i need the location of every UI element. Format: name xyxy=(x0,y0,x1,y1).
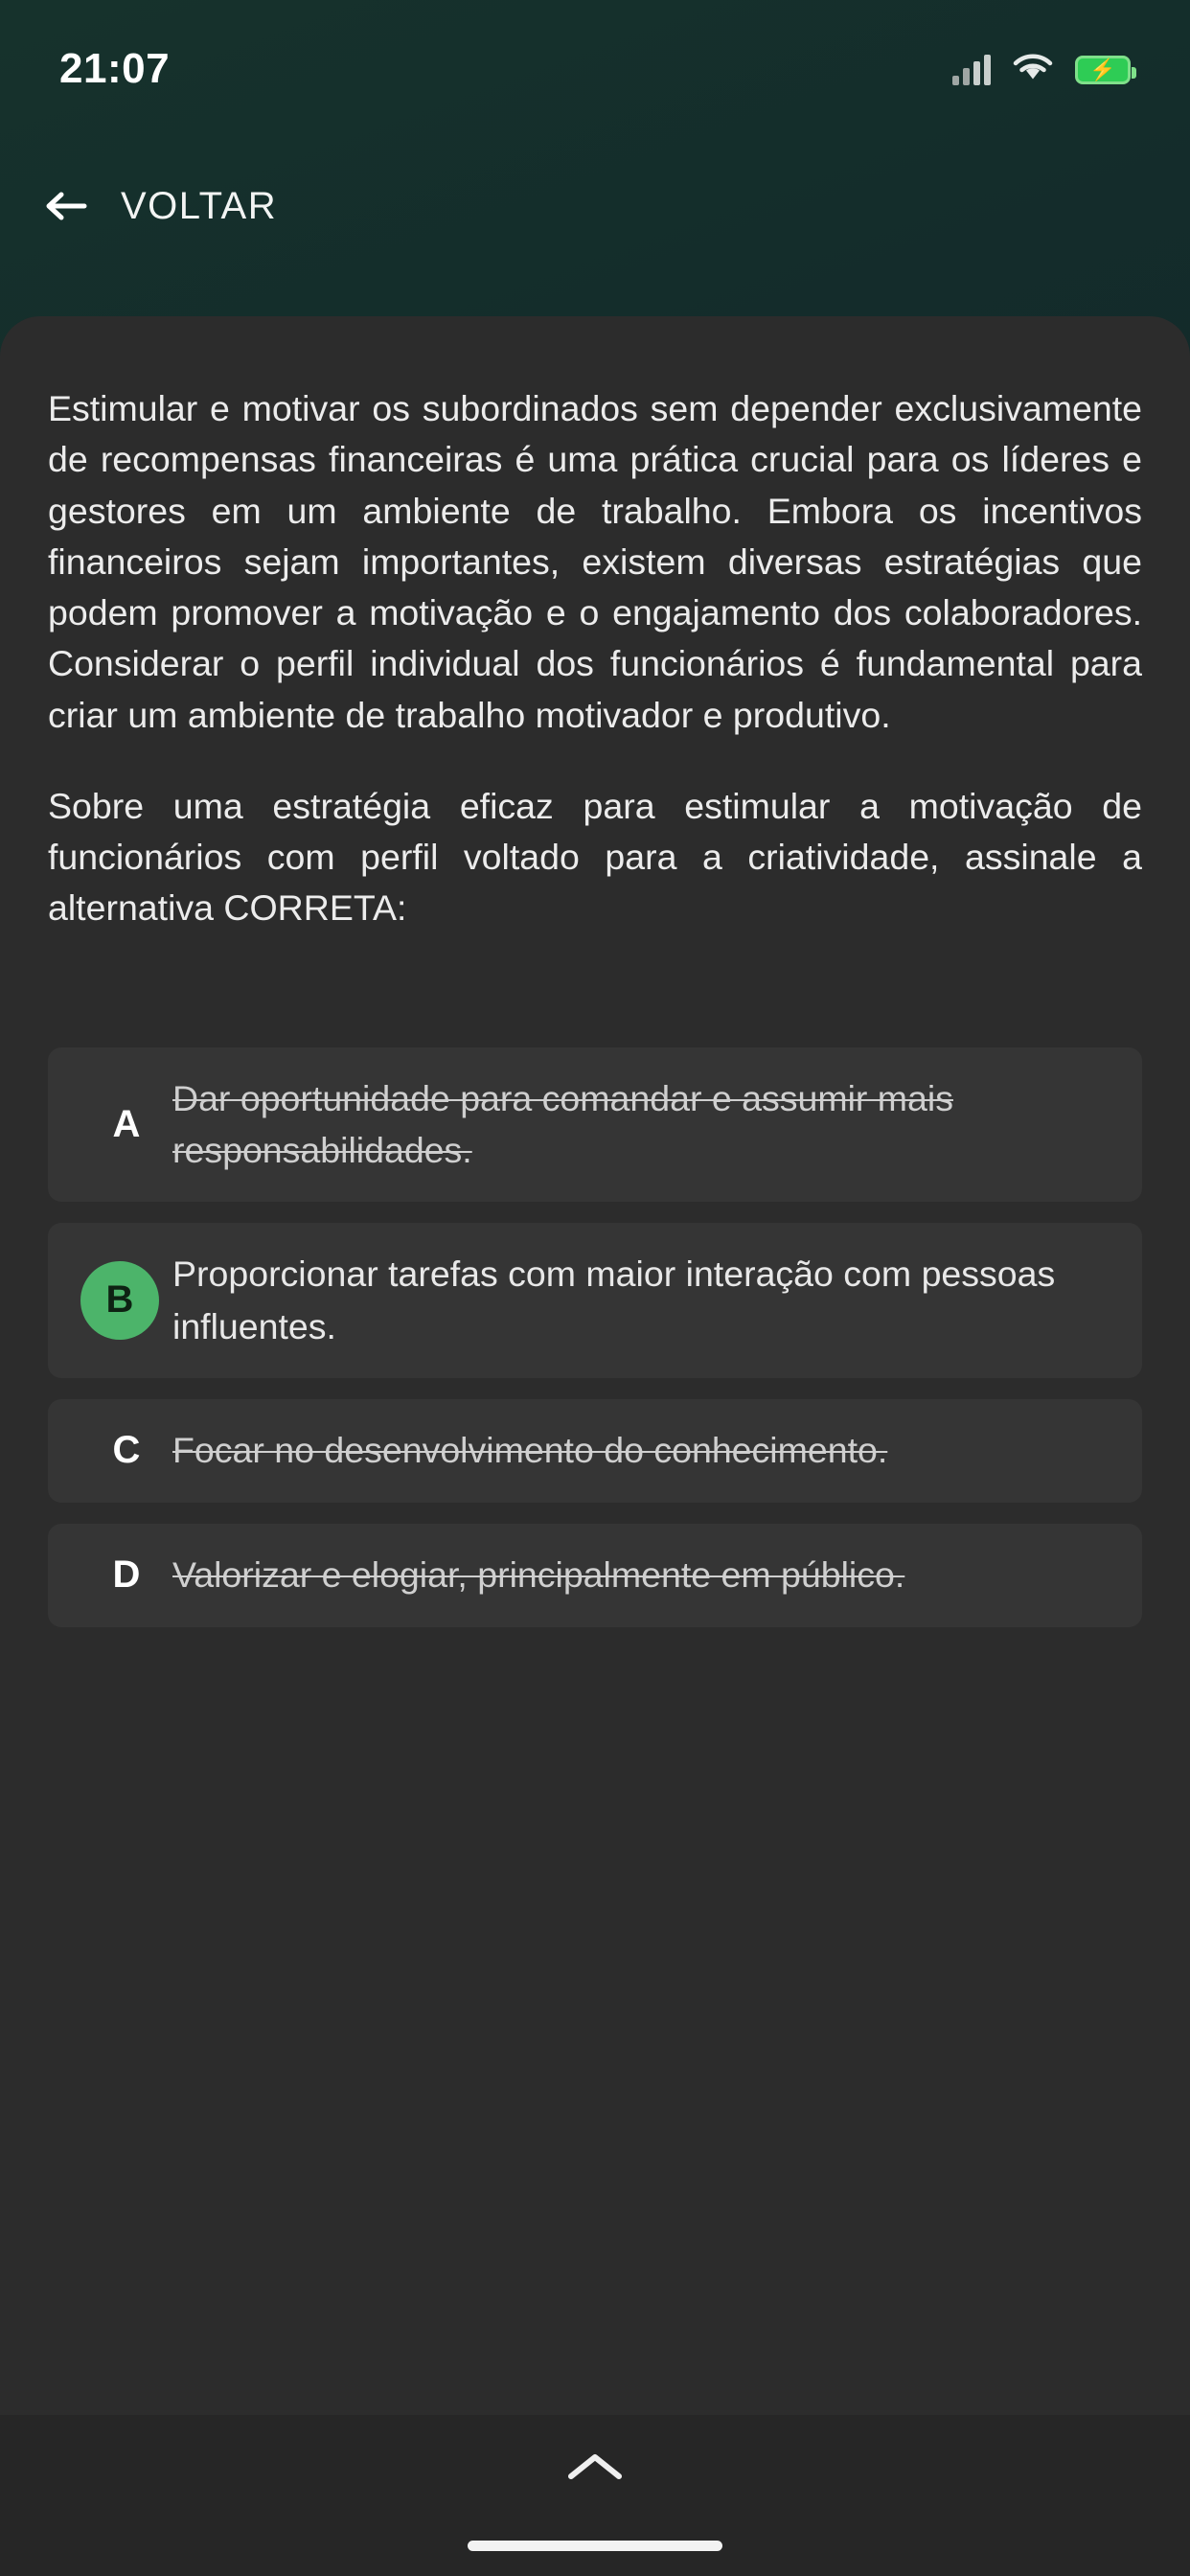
option-d[interactable] xyxy=(48,1524,1142,1627)
status-time: 21:07 xyxy=(59,45,171,92)
option-b[interactable] xyxy=(48,1223,1142,1378)
cellular-signal-icon xyxy=(952,55,991,85)
home-indicator[interactable] xyxy=(468,2541,722,2551)
option-b-letter: B xyxy=(80,1261,159,1340)
option-d-text: Valorizar e elogiar, principalmente em público. xyxy=(172,1554,905,1596)
status-bar xyxy=(0,0,1190,125)
option-a[interactable] xyxy=(48,1047,1142,1203)
option-c[interactable] xyxy=(48,1399,1142,1503)
bottom-bar xyxy=(0,2415,1190,2576)
battery-charging-icon xyxy=(1075,56,1131,84)
lightning-bolt-icon: ⚡ xyxy=(1089,58,1116,81)
question-paragraph: Estimular e motivar os subordinados sem depender exclusivamente de recompensas financeiras é uma prática crucial para os líderes e gestores em um ambiente de trabalho. Embora os incentivos financeiros sejam importantes, existem diversas estratégias que podem promover a motivação e o engajamento dos colaboradores. Considerar o perfil individual dos funcionários é fundamental para criar um ambiente de trabalho motivador e produtivo. xyxy=(48,388,1142,735)
option-c-text: Focar no desenvolvimento do conhecimento. xyxy=(172,1430,888,1471)
option-b-text: Proporcionar tarefas com maior interação com pessoas influentes. xyxy=(172,1254,1056,1346)
back-button-label[interactable]: VOLTAR xyxy=(121,184,278,227)
question-prompt: Sobre uma estratégia eficaz para estimular a motivação de funcionários com perfil voltado para a criatividade, assinale a alternativa CORRETA: xyxy=(48,785,1142,929)
question-card xyxy=(0,316,1190,2415)
option-a-text: Dar oportunidade para comandar e assumir mais responsabilidades. xyxy=(172,1077,953,1171)
answer-options-list xyxy=(48,1047,1142,1627)
option-d-letter: D xyxy=(112,1553,141,1596)
option-a-letter: A xyxy=(112,1102,141,1145)
chevron-up-icon[interactable] xyxy=(561,2446,629,2490)
option-c-letter: C xyxy=(112,1429,141,1471)
wifi-icon xyxy=(1012,53,1054,88)
status-icons xyxy=(952,37,1131,88)
arrow-left-icon[interactable] xyxy=(40,180,92,232)
question-statement xyxy=(48,383,1142,934)
back-navigation[interactable] xyxy=(0,163,1190,249)
